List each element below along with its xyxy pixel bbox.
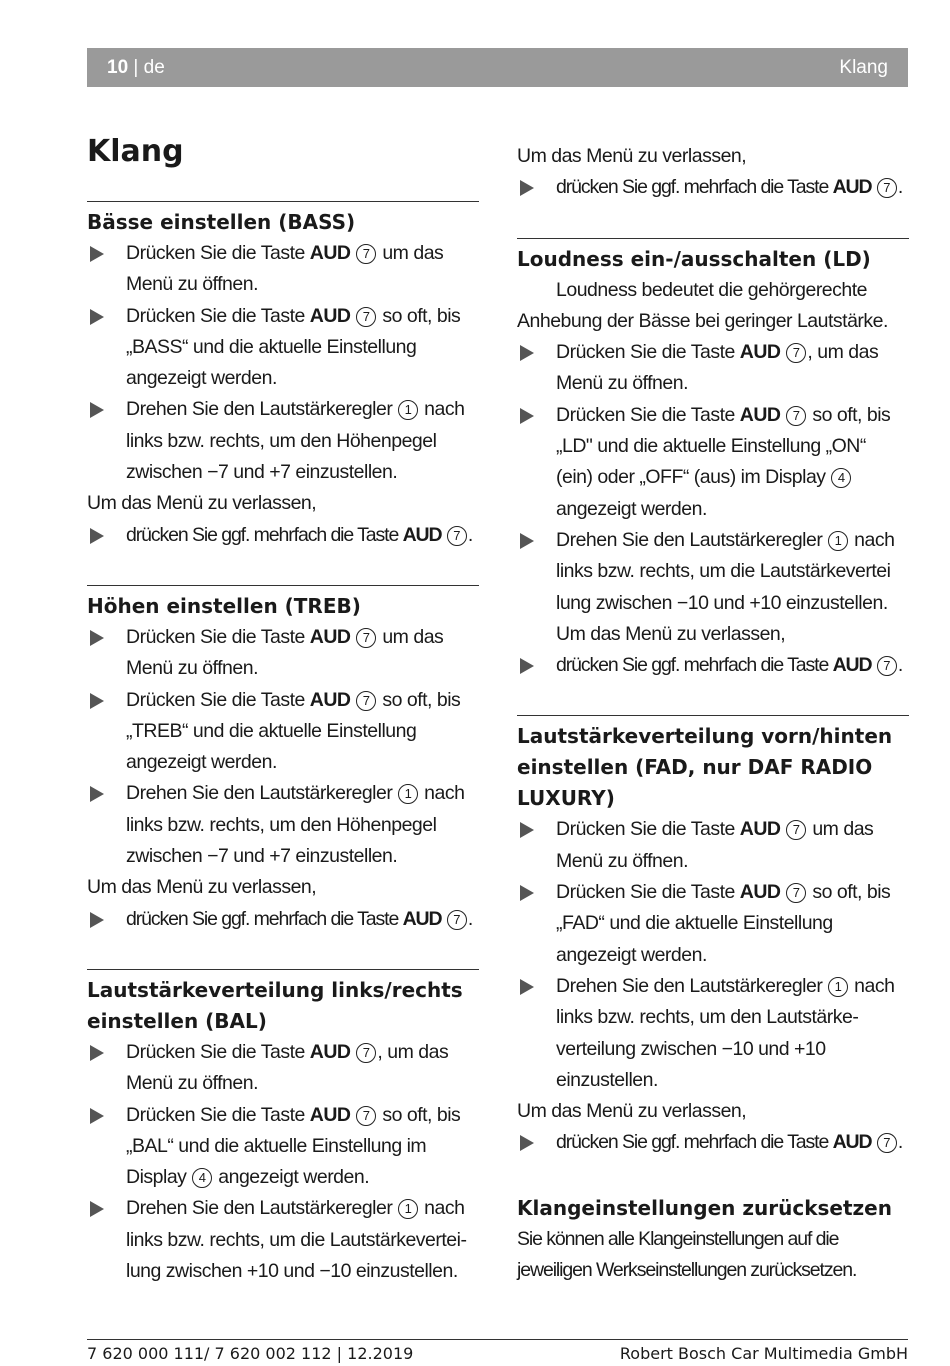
circled-number-icon: 7 xyxy=(447,526,467,546)
text-line: einzustellen. xyxy=(556,1068,658,1091)
line-text: . xyxy=(467,907,473,930)
text-line xyxy=(556,462,909,493)
left-column xyxy=(87,201,479,1321)
key-name: AUD xyxy=(832,1131,872,1154)
line-text: so oft, bis xyxy=(807,881,891,904)
text-line xyxy=(556,650,909,681)
section xyxy=(517,715,909,1158)
text-line: „LD" und die aktuelle Einstellung „ON“ xyxy=(556,435,866,458)
key-name: AUD xyxy=(309,688,351,711)
text-line: angezeigt werden. xyxy=(126,751,277,774)
bullet-arrow-icon xyxy=(90,246,104,262)
section xyxy=(87,585,479,935)
text-line: angezeigt werden. xyxy=(126,367,277,390)
line-text: nach xyxy=(419,1197,465,1220)
circled-number-icon: 7 xyxy=(786,820,806,840)
bullet-arrow-icon xyxy=(90,528,104,544)
circled-number-icon: 7 xyxy=(356,307,376,327)
header-language: de xyxy=(143,57,165,78)
line-text: drücken Sie ggf. mehrfach die Taste xyxy=(556,176,833,199)
key-name: AUD xyxy=(739,881,781,904)
instruction-step xyxy=(87,778,479,872)
circled-number-icon: 1 xyxy=(398,400,418,420)
bullet-arrow-icon xyxy=(520,885,534,901)
bullet-arrow-icon xyxy=(90,630,104,646)
section-title: Klangeinstellungen zurücksetzen xyxy=(517,1195,892,1220)
key-name: AUD xyxy=(832,176,872,199)
section xyxy=(517,141,909,204)
instruction-step xyxy=(517,1127,909,1158)
text-line: links bzw. rechts, um den Lautstärke- xyxy=(556,1006,859,1029)
text-line xyxy=(556,525,909,556)
text-line: „FAD“ und die aktuelle Einstellung xyxy=(556,912,833,935)
circled-number-icon: 7 xyxy=(786,883,806,903)
text-line: Menü zu öffnen. xyxy=(126,1072,258,1095)
section-title: Bässe einstellen (BASS) xyxy=(87,210,356,234)
line-text: Drücken Sie die Taste xyxy=(556,341,740,364)
text-line: angezeigt werden. xyxy=(556,943,707,966)
instruction-step xyxy=(517,337,909,400)
circled-number-icon: 4 xyxy=(192,1168,212,1188)
instruction-step xyxy=(517,525,909,650)
paragraph-text: Sie können alle Klangeinstellungen auf die xyxy=(517,1227,839,1250)
instruction-step xyxy=(87,520,479,551)
bullet-arrow-icon xyxy=(90,912,104,928)
instruction-step xyxy=(87,685,479,779)
text-line xyxy=(126,1162,479,1193)
bullet-arrow-icon xyxy=(90,1108,104,1124)
text-line xyxy=(126,301,479,332)
key-name: AUD xyxy=(402,523,442,546)
line-text: Drücken Sie die Taste xyxy=(126,242,310,264)
line-text: Drücken Sie die Taste xyxy=(556,403,740,426)
bullet-arrow-icon xyxy=(90,1045,104,1061)
section xyxy=(87,969,479,1287)
paragraph-text: jeweiligen Werkseinstellungen zurücksetzen. xyxy=(517,1259,857,1282)
line-text: Drücken Sie die Taste xyxy=(126,688,310,711)
instruction-step xyxy=(87,904,479,935)
circled-number-icon: 7 xyxy=(877,178,897,198)
line-text: so oft, bis xyxy=(807,403,891,426)
text-line: links bzw. rechts, um den Höhenpegel xyxy=(126,813,437,836)
line-text: Drehen Sie den Lautstärkeregler xyxy=(126,398,398,421)
line-text: nach xyxy=(419,782,465,805)
text-line xyxy=(126,622,479,653)
line-text: Display xyxy=(126,1166,192,1189)
line-text: nach xyxy=(849,528,895,551)
text-line: angezeigt werden. xyxy=(556,497,707,520)
bullet-arrow-icon xyxy=(520,408,534,424)
circled-number-icon: 7 xyxy=(356,1043,376,1063)
header-separator: | xyxy=(133,57,139,78)
line-text: um das xyxy=(377,242,444,264)
text-line: links bzw. rechts, um die Lautstärkevertei xyxy=(556,560,891,583)
line-text: Drehen Sie den Lautstärkeregler xyxy=(556,528,828,551)
instruction-step xyxy=(87,238,479,301)
paragraph-text: Loudness bedeutet die gehörgerechte xyxy=(556,278,868,301)
circled-number-icon: 7 xyxy=(356,691,376,711)
bullet-arrow-icon xyxy=(90,1201,104,1217)
bullet-arrow-icon xyxy=(520,533,534,549)
line-text: Drehen Sie den Lautstärkeregler xyxy=(556,974,828,997)
circled-number-icon: 7 xyxy=(356,244,376,264)
footer-document-number: 7 620 000 111/ 7 620 002 112 | 12.2019 xyxy=(87,1344,414,1363)
circled-number-icon: 7 xyxy=(356,628,376,648)
text-line xyxy=(126,1037,479,1068)
line-text: drücken Sie ggf. mehrfach die Taste xyxy=(556,654,833,677)
header-section-name: Klang xyxy=(839,57,888,78)
line-text: drücken Sie ggf. mehrfach die Taste xyxy=(126,523,403,546)
line-text: nach xyxy=(419,398,465,421)
page-title: Klang xyxy=(87,134,184,169)
text-line xyxy=(556,877,909,908)
line-text: , um das xyxy=(807,341,879,364)
circled-number-icon: 1 xyxy=(828,977,848,997)
text-line xyxy=(556,400,909,431)
instruction-step xyxy=(517,650,909,681)
text-line: links bzw. rechts, um die Lautstärkevertei- xyxy=(126,1228,467,1251)
key-name: AUD xyxy=(309,1103,351,1126)
instruction-step xyxy=(517,877,909,971)
instruction-step xyxy=(87,622,479,685)
key-name: AUD xyxy=(309,242,351,264)
instruction-step xyxy=(517,400,909,525)
text-line: lung zwischen +10 und −10 einzustellen. xyxy=(126,1260,458,1283)
paragraph-text: Um das Menü zu verlassen, xyxy=(517,1100,747,1123)
bullet-arrow-icon xyxy=(520,658,534,674)
circled-number-icon: 7 xyxy=(356,1106,376,1126)
right-column xyxy=(517,141,909,1320)
key-name: AUD xyxy=(309,304,351,327)
text-line: zwischen −7 und +7 einzustellen. xyxy=(126,461,398,484)
circled-number-icon: 7 xyxy=(786,406,806,426)
text-line: links bzw. rechts, um den Höhenpegel xyxy=(126,429,437,452)
section-title: Höhen einstellen (TREB) xyxy=(87,593,361,618)
line-text: so oft, bis xyxy=(377,1103,461,1126)
line-text: so oft, bis xyxy=(377,688,461,711)
line-text: nach xyxy=(849,974,895,997)
circled-number-icon: 7 xyxy=(786,343,806,363)
key-name: AUD xyxy=(309,1040,351,1063)
section xyxy=(87,201,479,551)
text-line xyxy=(556,1127,909,1158)
line-text: drücken Sie ggf. mehrfach die Taste xyxy=(556,1131,833,1154)
line-text: Drehen Sie den Lautstärkeregler xyxy=(126,1197,398,1220)
bullet-arrow-icon xyxy=(520,822,534,838)
line-text: Drücken Sie die Taste xyxy=(556,818,740,841)
line-text: Drücken Sie die Taste xyxy=(126,625,310,648)
text-line: Um das Menü zu verlassen, xyxy=(556,622,786,645)
key-name: AUD xyxy=(309,625,351,648)
bullet-arrow-icon xyxy=(90,309,104,325)
line-text: um das xyxy=(807,818,874,841)
text-line: zwischen −7 und +7 einzustellen. xyxy=(126,845,398,868)
section-title: Lautstärkeverteilung vorn/hinten einstellen (FAD, nur DAF RADIO LUXURY) xyxy=(517,724,893,811)
instruction-step xyxy=(87,1100,479,1194)
text-line xyxy=(126,1100,479,1131)
instruction-step xyxy=(517,814,909,877)
key-name: AUD xyxy=(739,341,781,364)
page-number: 10 xyxy=(107,57,129,78)
line-text: Drücken Sie die Taste xyxy=(126,1040,310,1063)
line-text: angezeigt werden. xyxy=(213,1166,370,1189)
text-line: „BASS“ und die aktuelle Einstellung xyxy=(126,335,417,358)
paragraph-text: Um das Menü zu verlassen, xyxy=(87,492,317,515)
instruction-step xyxy=(87,1037,479,1100)
line-text: . xyxy=(897,1131,903,1154)
bullet-arrow-icon xyxy=(520,180,534,196)
circled-number-icon: 1 xyxy=(828,531,848,551)
line-text: Drücken Sie die Taste xyxy=(126,1103,310,1126)
text-line: verteilung zwischen −10 und +10 xyxy=(556,1037,826,1060)
line-text: Drücken Sie die Taste xyxy=(126,304,310,327)
text-line xyxy=(126,904,479,935)
header-page-info xyxy=(107,57,165,79)
text-line: Menü zu öffnen. xyxy=(126,657,258,680)
bullet-arrow-icon xyxy=(90,786,104,802)
text-line xyxy=(556,814,909,845)
footer-company: Robert Bosch Car Multimedia GmbH xyxy=(619,1344,908,1363)
instruction-step xyxy=(87,394,479,488)
bullet-arrow-icon xyxy=(90,693,104,709)
text-line: „BAL“ und die aktuelle Einstellung im xyxy=(126,1134,427,1157)
circled-number-icon: 7 xyxy=(877,656,897,676)
section xyxy=(517,1193,909,1287)
text-line: „TREB“ und die aktuelle Einstellung xyxy=(126,719,417,742)
circled-number-icon: 1 xyxy=(398,784,418,804)
instruction-step xyxy=(87,301,479,395)
text-line: lung zwischen −10 und +10 einzustellen. xyxy=(556,591,888,614)
text-line xyxy=(126,1193,479,1224)
paragraph-text: Anhebung der Bässe bei geringer Lautstärke. xyxy=(517,309,888,332)
section-title: Lautstärkeverteilung links/rechts einstellen (BAL) xyxy=(87,977,463,1033)
text-line xyxy=(126,394,479,425)
key-name: AUD xyxy=(402,907,442,930)
line-text: Drücken Sie die Taste xyxy=(556,881,740,904)
text-line xyxy=(126,238,479,269)
line-text: (ein) oder „OFF“ (aus) im Display xyxy=(556,466,831,489)
line-text: Drehen Sie den Lautstärkeregler xyxy=(126,782,398,805)
footer-divider xyxy=(87,1339,908,1340)
circled-number-icon: 7 xyxy=(447,910,467,930)
text-line: Menü zu öffnen. xyxy=(556,849,688,872)
section-title: Loudness ein-/ausschalten (LD) xyxy=(517,246,871,271)
section xyxy=(517,238,909,682)
line-text: drücken Sie ggf. mehrfach die Taste xyxy=(126,907,403,930)
instruction-step xyxy=(87,1193,479,1287)
line-text: . xyxy=(897,654,903,677)
line-text: . xyxy=(467,523,473,546)
text-line xyxy=(556,337,909,368)
line-text: , um das xyxy=(377,1040,449,1063)
circled-number-icon: 4 xyxy=(831,468,851,488)
line-text: um das xyxy=(377,625,444,648)
line-text: . xyxy=(897,176,903,199)
page-header xyxy=(87,48,908,87)
paragraph-text: Um das Menü zu verlassen, xyxy=(87,876,317,899)
text-line: Menü zu öffnen. xyxy=(126,273,258,296)
circled-number-icon: 7 xyxy=(877,1133,897,1153)
bullet-arrow-icon xyxy=(90,402,104,418)
instruction-step xyxy=(517,971,909,1096)
key-name: AUD xyxy=(739,403,781,426)
key-name: AUD xyxy=(739,818,781,841)
text-line xyxy=(556,971,909,1002)
text-line xyxy=(126,778,479,809)
text-line xyxy=(556,172,909,203)
text-line xyxy=(126,685,479,716)
text-line xyxy=(126,520,479,551)
instruction-step xyxy=(517,172,909,203)
circled-number-icon: 1 xyxy=(398,1199,418,1219)
line-text: so oft, bis xyxy=(377,304,461,327)
bullet-arrow-icon xyxy=(520,979,534,995)
paragraph-text: Um das Menü zu verlassen, xyxy=(517,145,747,167)
text-line: Menü zu öffnen. xyxy=(556,372,688,395)
bullet-arrow-icon xyxy=(520,345,534,361)
bullet-arrow-icon xyxy=(520,1135,534,1151)
key-name: AUD xyxy=(832,654,872,677)
